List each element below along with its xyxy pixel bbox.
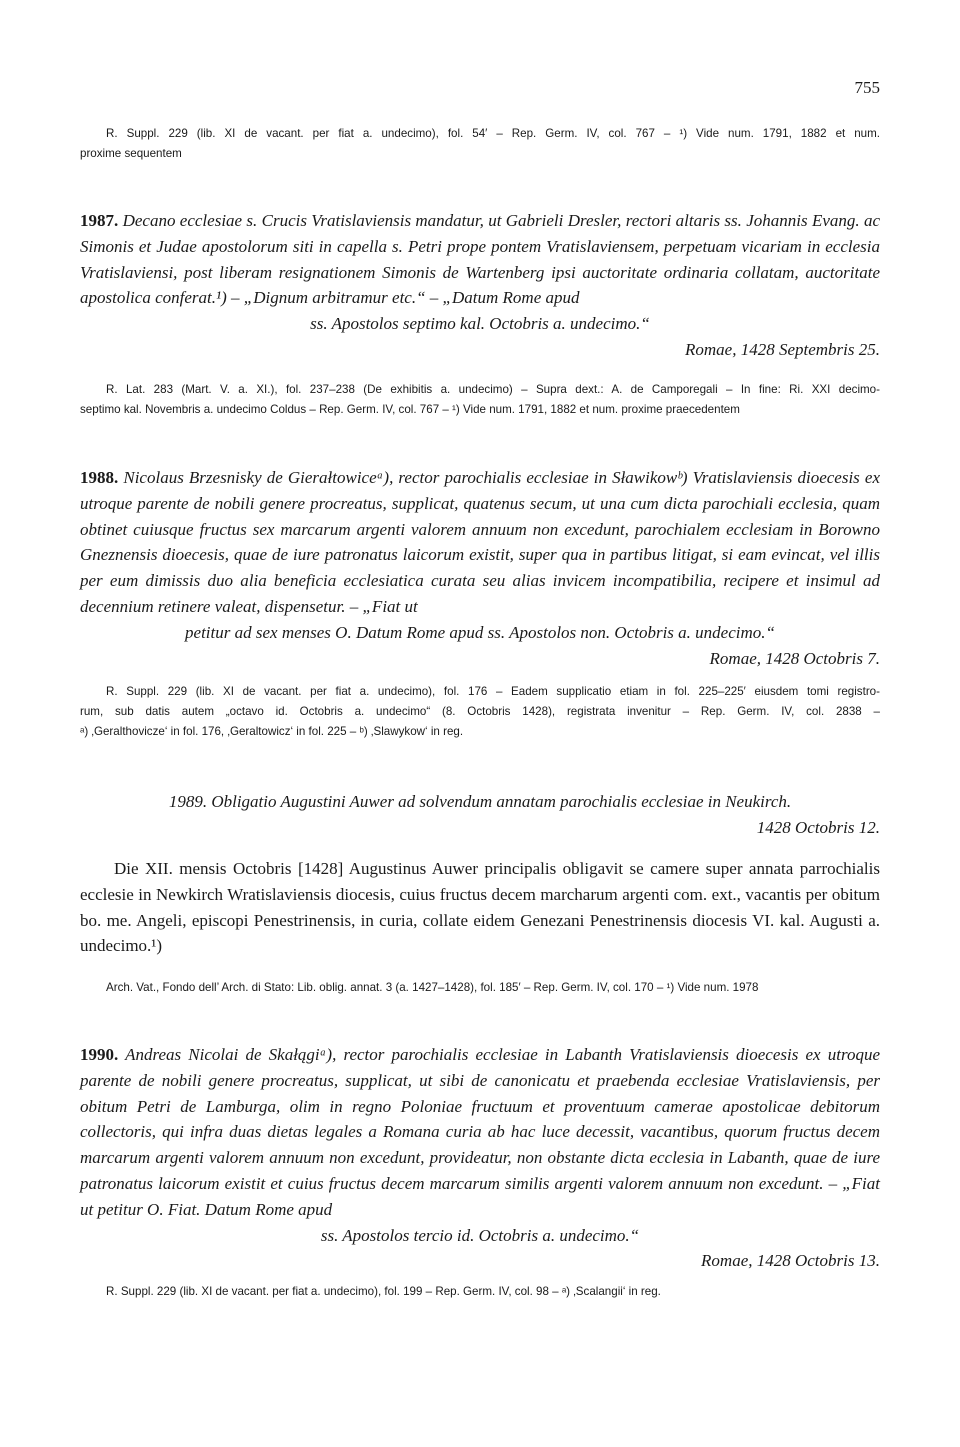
source-note-line: R. Suppl. 229 (lib. XI de vacant. per fiat a. undecimo), fol. 199 – Rep. Germ. IV, col. 98 – ᵃ) ‚Scalangii‘ in reg. xyxy=(106,1285,661,1298)
top-source-note xyxy=(80,124,880,164)
entry-1988 xyxy=(80,465,880,671)
entry-1987 xyxy=(80,208,880,363)
source-note-1990 xyxy=(80,1282,880,1302)
page xyxy=(80,0,880,1447)
source-note-1987 xyxy=(80,380,880,420)
source-note-line: R. Suppl. 229 (lib. XI de vacant. per fiat a. undecimo), fol. 176 – Eadem supplicatio etiam in fol. 225–225′ eiusdem tomi registro- xyxy=(106,685,880,698)
entry-last-line: ss. Apostolos tercio id. Octobris a. undecimo.“ xyxy=(320,1225,640,1245)
entry-date: Romae, 1428 Septembris 25. xyxy=(684,339,880,359)
source-note-line: proxime sequentem xyxy=(80,147,182,160)
source-note-line: septimo kal. Novembris a. undecimo Coldus – Rep. Germ. IV, col. 767 – ¹) Vide num. 1791, 1882 et num. proxime praecedentem xyxy=(80,403,740,416)
entry-date: Romae, 1428 Octobris 7. xyxy=(709,648,880,668)
entry-date: Romae, 1428 Octobris 13. xyxy=(701,1251,880,1271)
entry-title: 1989. Obligatio Augustini Auwer ad solvendum annatam parochialis ecclesiae in Neukirch. xyxy=(168,792,792,811)
entry-number: 1988. xyxy=(80,468,119,487)
source-note-1989 xyxy=(80,978,880,998)
source-note-line: ᵃ) ‚Geralthovicze‘ in fol. 176, ‚Geraltowicz‘ in fol. 225 – ᵇ) ‚Slawykow‘ in reg. xyxy=(80,725,464,738)
source-note-line: rum, sub datis autem „octavo id. Octobris a. undecimo“ (8. Octobris 1428), registrata invenitur – Rep. Germ. IV, col. 2838 – xyxy=(80,705,880,718)
entry-text: 1990. Andreas Nicolai de Skałągiᵃ), rector parochialis ecclesiae in Labanth Vratislaviensis dioecesis ex utroque parente de nobili genere procreatus, supplicat, ut sibi de canonicatu et praebenda ecclesiae Vratislaviensis, per obitum Petri de Lamburga, olim in regno Poloniae fructuum et proventuum camerae apostolicae debitorum collectoris, qui infra duas dietas legales a Romana curia ab hac luce decessit, vacantibus, quorum fructus decem marcarum argenti valorem annuum non excedunt, provideatur, non obstante dicta ecclesia in Labanth, quae de iure patronatus laicorum existit et cuius fructus decem marcarum similis argenti valorem annuum non excedunt. – „Fiat ut petitur O. Fiat. Datum Rome apud xyxy=(80,1045,880,1219)
entry-1990 xyxy=(80,1042,880,1274)
source-note-1988 xyxy=(80,682,880,742)
entry-1989-text: Die XII. mensis Octobris [1428] Augustinus Auwer principalis obligavit se camere super annata parrochialis ecclesie in Newkirch Wratislaviensis diocesis, cuius fructus decem marcharum argenti com. ext., vacantis per obitum bo. me. Angeli, episcopi Penestrinensis, in curia, collate eidem Genezani Penestrinensis diocesis VI. kal. Augusti a. undecimo.¹) xyxy=(80,859,880,956)
entry-date: 1428 Octobris 12. xyxy=(756,817,880,837)
entry-number: 1987. xyxy=(80,211,119,230)
entry-last-line: ss. Apostolos septimo kal. Octobris a. undecimo.“ xyxy=(310,314,650,334)
source-note-line: R. Suppl. 229 (lib. XI de vacant. per fiat a. undecimo), fol. 54′ – Rep. Germ. IV, col. 767 – ¹) Vide num. 1791, 1882 et num. xyxy=(106,127,880,140)
entry-text: 1987. Decano ecclesiae s. Crucis Vratislaviensis mandatur, ut Gabrieli Dresler, rectori altaris ss. Johannis Evang. ac Simonis et Judae apostolorum siti in capella s. Petri prope pontem Vratislaviensem, perpetuam vicariam in ecclesia Vratislaviensi, post liberam resignationem Simonis de Wartenberg ipsi auctoritate ordinaria collatam, auctoritate apostolica conferat.¹) – „Dignum arbitramur etc.“ – „Datum Rome apud xyxy=(80,211,880,308)
entry-text: 1988. Nicolaus Brzesnisky de Gierałtowiceᵃ), rector parochialis ecclesiae in Sławikowᵇ) Vratislaviensis dioecesis ex utroque parente de nobili genere procreatus, supplicat, quatenus secum, ut una cum dicta parochiali ecclesia, quam obtinet cuiusque fructus sex marcarum argenti valorem annuum non excedunt, parochialem ecclesiam in Borowno Gneznensis dioecesis, quae de iure patronatus laicorum existit, super qua in partibus litigat, si eam evincat, vel illis per eum dimissis duo alia beneficia ecclesiatica curata seu alias invicem incompatibilia, recipere et insimul ad decennium retinere valeat, dispensetur. – „Fiat ut xyxy=(80,468,880,616)
page-number: 755 xyxy=(854,78,880,97)
entry-number: 1990. xyxy=(80,1045,119,1064)
source-note-line: Arch. Vat., Fondo dell’ Arch. di Stato: Lib. oblig. annat. 3 (a. 1427–1428), fol. 185′ – Rep. Germ. IV, col. 170 – ¹) Vide num. 1978 xyxy=(106,981,759,994)
source-note-line: R. Lat. 283 (Mart. V. a. XI.), fol. 237–238 (De exhibitis a. undecimo) – Supra dext.: A. de Camporegali – In fine: Ri. XXI decimo- xyxy=(106,383,880,396)
entry-1989 xyxy=(80,789,880,841)
entry-last-line: petitur ad sex menses O. Datum Rome apud ss. Apostolos non. Octobris a. undecimo.“ xyxy=(185,622,775,642)
